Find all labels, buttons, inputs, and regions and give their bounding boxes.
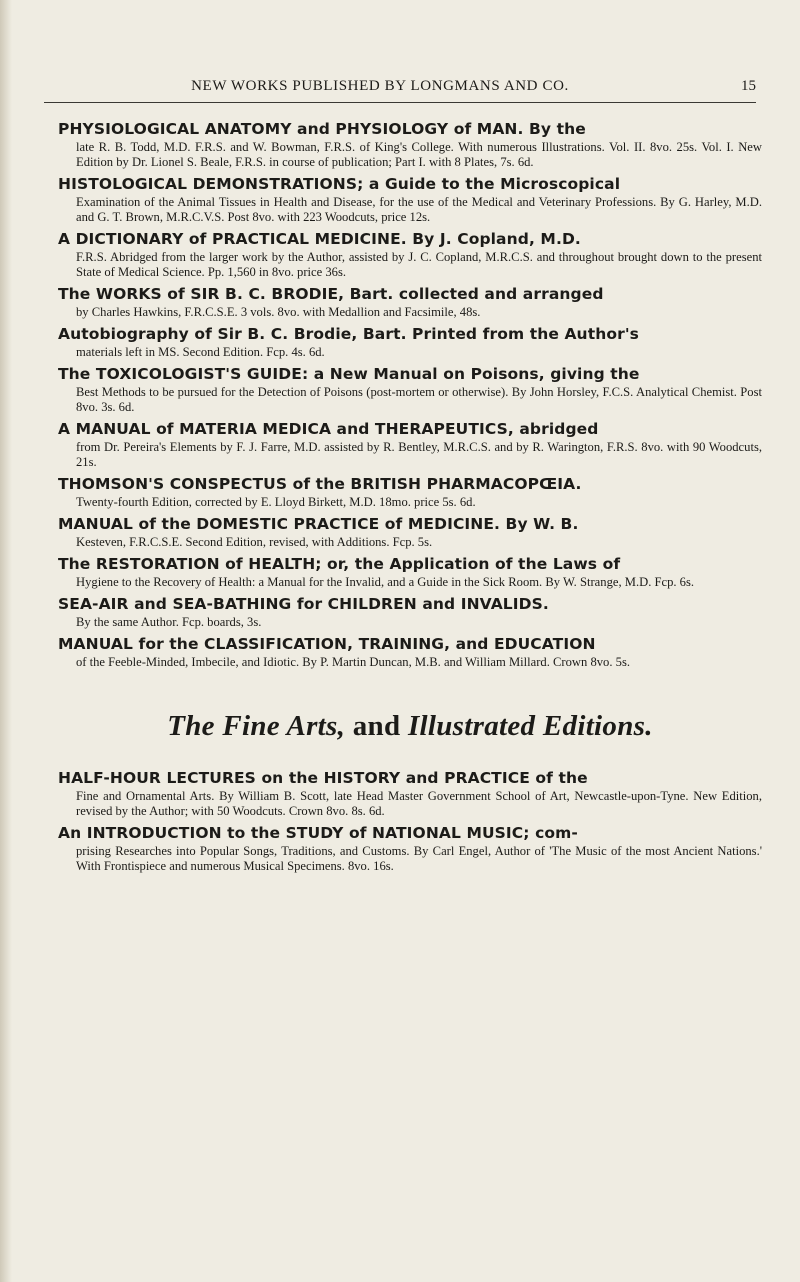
catalogue-entry bbox=[58, 593, 762, 630]
catalogue-entry bbox=[58, 228, 762, 280]
catalogue-entry bbox=[58, 767, 762, 819]
entry-title: PHYSIOLOGICAL ANATOMY and PHYSIOLOGY of MAN. By the bbox=[58, 120, 586, 138]
entry-description: Fine and Ornamental Arts. By William B. Scott, late Head Master Government School of Art, Newcastle-upon-Tyne. New Edition, revised by the Author; with 50 Woodcuts. Crown 8vo. 8s. 6d. bbox=[76, 789, 762, 818]
catalogue-entry bbox=[58, 363, 762, 415]
running-title: NEW WORKS PUBLISHED BY LONGMANS AND CO. bbox=[191, 78, 569, 94]
page-number: 15 bbox=[741, 78, 756, 94]
catalogue-entry bbox=[58, 323, 762, 360]
page-edge-shadow bbox=[0, 0, 12, 1282]
catalogue-entry bbox=[58, 633, 762, 670]
entry-description: Twenty-fourth Edition, corrected by E. Lloyd Birkett, M.D. 18mo. price 5s. 6d. bbox=[76, 495, 476, 509]
section-heading-and: and bbox=[345, 710, 408, 742]
catalogue-content bbox=[58, 118, 762, 877]
entry-title: An INTRODUCTION to the STUDY of NATIONAL MUSIC; com- bbox=[58, 824, 578, 842]
catalogue-entry bbox=[58, 283, 762, 320]
section-heading-part1: The Fine Arts, bbox=[167, 710, 346, 742]
catalogue-entry bbox=[58, 473, 762, 510]
entry-title: A MANUAL of MATERIA MEDICA and THERAPEUTICS, abridged bbox=[58, 420, 599, 438]
section-heading bbox=[58, 710, 762, 743]
catalogue-entry bbox=[58, 118, 762, 170]
entry-description: late R. B. Todd, M.D. F.R.S. and W. Bowman, F.R.S. of King's College. With numerous Illustrations. Vol. II. 8vo. 25s. Vol. I. New Edition by Dr. Lionel S. Beale, F.R.S. in course of publication; Part I. with 8 Plates, 7s. 6d. bbox=[76, 140, 762, 169]
entry-title: Autobiography of Sir B. C. Brodie, Bart. Printed from the Author's bbox=[58, 325, 639, 343]
entry-title: MANUAL for the CLASSIFICATION, TRAINING, and EDUCATION bbox=[58, 635, 596, 653]
catalogue-entry bbox=[58, 513, 762, 550]
entry-title: MANUAL of the DOMESTIC PRACTICE of MEDICINE. By W. B. bbox=[58, 515, 579, 533]
entry-description: by Charles Hawkins, F.R.C.S.E. 3 vols. 8vo. with Medallion and Facsimile, 48s. bbox=[76, 305, 481, 319]
catalogue-entry bbox=[58, 418, 762, 470]
running-head bbox=[44, 78, 756, 103]
entry-description: Best Methods to be pursued for the Detection of Poisons (post-mortem or otherwise). By John Horsley, F.C.S. Analytical Chemist. Post 8vo. 3s. 6d. bbox=[76, 385, 762, 414]
catalogue-entry bbox=[58, 553, 762, 590]
entry-title: HALF-HOUR LECTURES on the HISTORY and PRACTICE of the bbox=[58, 769, 588, 787]
entry-description: Kesteven, F.R.C.S.E. Second Edition, revised, with Additions. Fcp. 5s. bbox=[76, 535, 433, 549]
entry-description: By the same Author. Fcp. boards, 3s. bbox=[76, 615, 262, 629]
entry-description: prising Researches into Popular Songs, Traditions, and Customs. By Carl Engel, Author of 'The Music of the most Ancient Nations.' With Frontispiece and numerous Musical Specimens. 8vo. 16s. bbox=[76, 844, 762, 873]
entry-title: HISTOLOGICAL DEMONSTRATIONS; a Guide to the Microscopical bbox=[58, 175, 621, 193]
entry-title: A DICTIONARY of PRACTICAL MEDICINE. By J. Copland, M.D. bbox=[58, 230, 581, 248]
entry-title: The TOXICOLOGIST'S GUIDE: a New Manual on Poisons, giving the bbox=[58, 365, 640, 383]
entry-description: Hygiene to the Recovery of Health: a Manual for the Invalid, and a Guide in the Sick Room. By W. Strange, M.D. Fcp. 6s. bbox=[76, 575, 695, 589]
entry-description: of the Feeble-Minded, Imbecile, and Idiotic. By P. Martin Duncan, M.B. and William Millard. Crown 8vo. 5s. bbox=[76, 655, 630, 669]
entry-title: The WORKS of SIR B. C. BRODIE, Bart. collected and arranged bbox=[58, 285, 604, 303]
catalogue-entry bbox=[58, 173, 762, 225]
catalogue-entry bbox=[58, 822, 762, 874]
entry-description: Examination of the Animal Tissues in Health and Disease, for the use of the Medical and Veterinary Professions. By G. Harley, M.D. and G. T. Brown, M.R.C.V.S. Post 8vo. with 223 Woodcuts, price 12s. bbox=[76, 195, 762, 224]
entry-description: from Dr. Pereira's Elements by F. J. Farre, M.D. assisted by R. Bentley, M.R.C.S. and by R. Warington, F.R.S. 8vo. with 90 Woodcuts, 21s. bbox=[76, 440, 762, 469]
entry-title: The RESTORATION of HEALTH; or, the Application of the Laws of bbox=[58, 555, 621, 573]
entry-description: materials left in MS. Second Edition. Fcp. 4s. 6d. bbox=[76, 345, 325, 359]
entry-title: SEA-AIR and SEA-BATHING for CHILDREN and INVALIDS. bbox=[58, 595, 549, 613]
medical-entries bbox=[58, 118, 762, 670]
section-heading-part2: Illustrated Editions. bbox=[407, 710, 653, 742]
entry-title: THOMSON'S CONSPECTUS of the BRITISH PHARMACOPŒIA. bbox=[58, 475, 582, 493]
entry-description: F.R.S. Abridged from the larger work by the Author, assisted by J. C. Copland, M.R.C.S. and throughout brought down to the present State of Medical Science. Pp. 1,560 in 8vo. price 36s. bbox=[76, 250, 762, 279]
arts-entries bbox=[58, 767, 762, 874]
